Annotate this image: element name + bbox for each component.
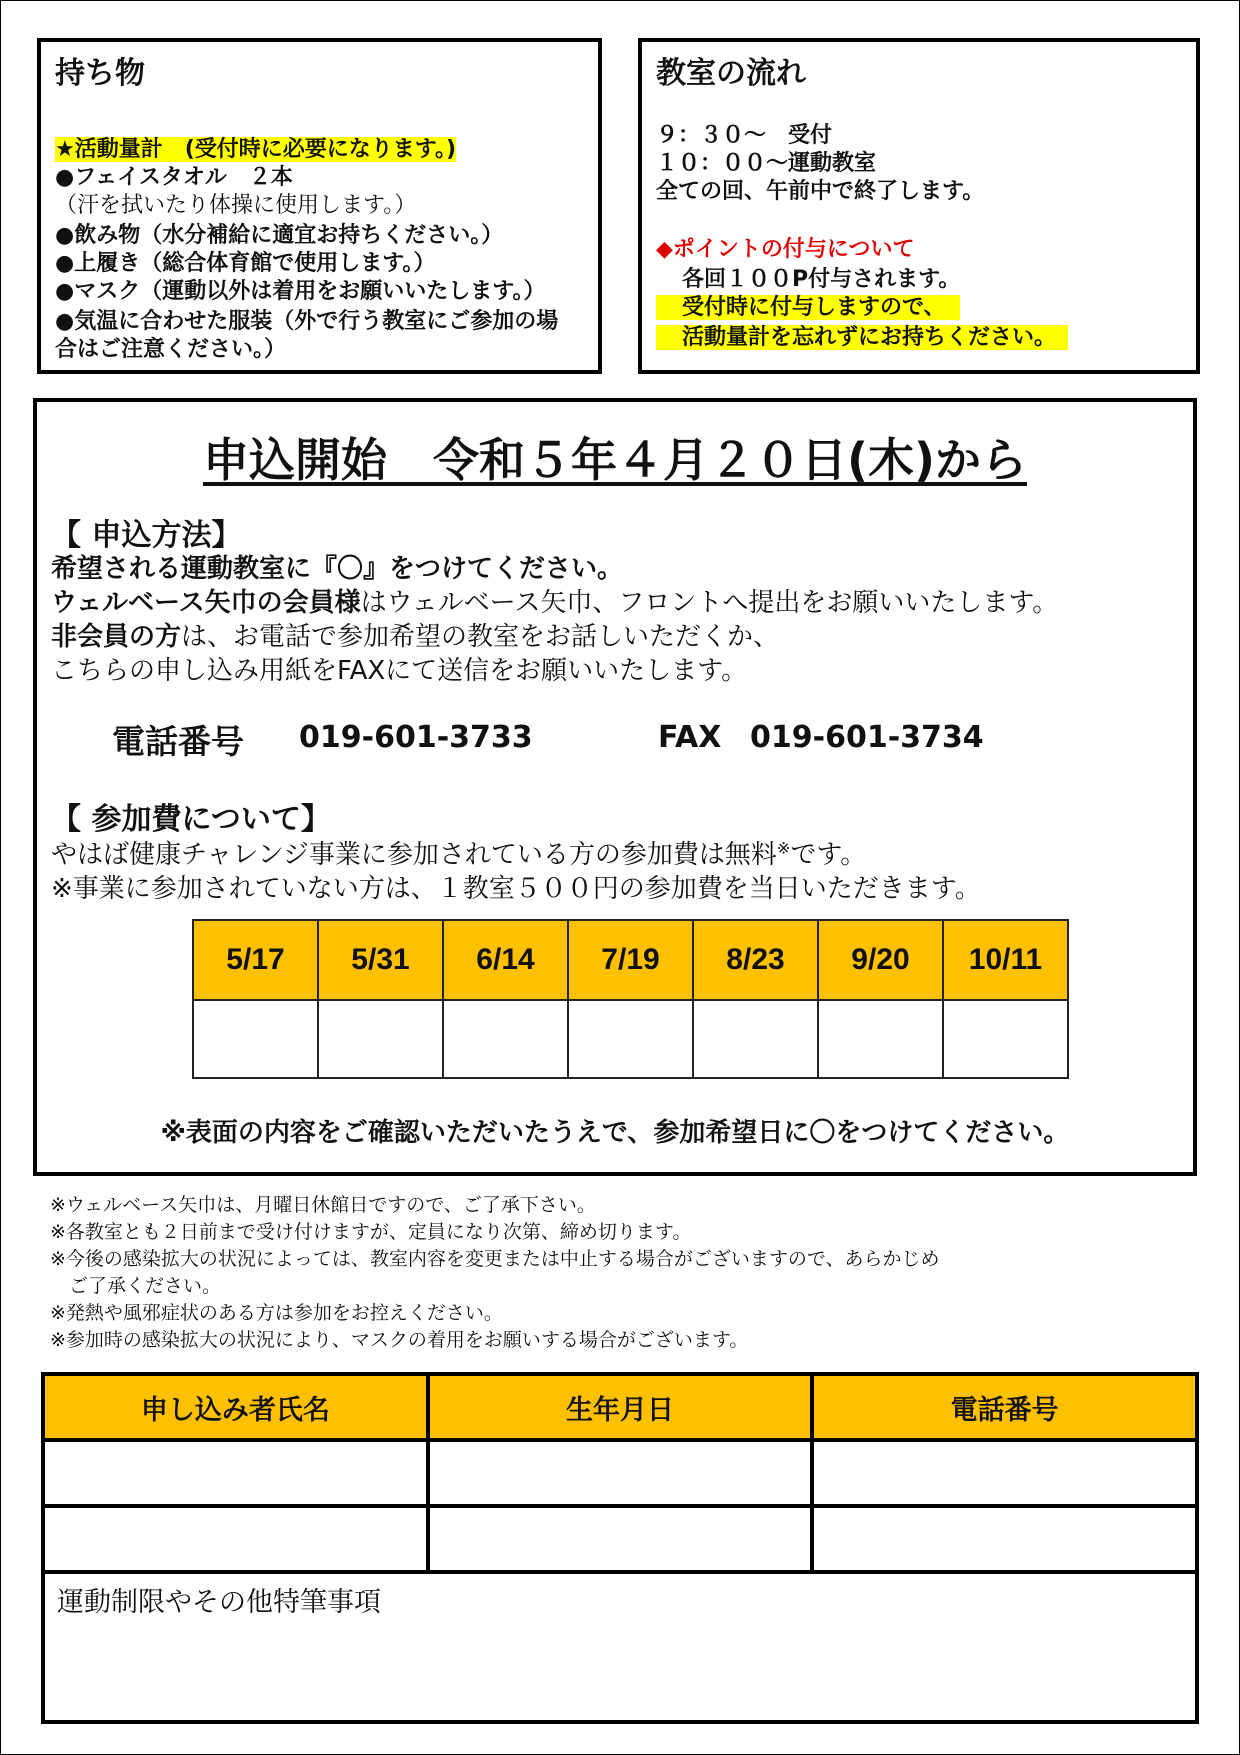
note-line: ※参加時の感染拡大の状況により、マスクの着用をお願いする場合がございます。 <box>50 1329 749 1351</box>
flow-line: １０：００～運動教室 <box>656 151 877 176</box>
points-line <box>656 320 1068 351</box>
date-mark-cell[interactable] <box>443 1000 568 1078</box>
class-flow-box <box>638 38 1200 374</box>
date-header-row <box>193 920 1068 1000</box>
flow-line: 全ての回、午前中で終了します。 <box>656 179 985 204</box>
remarks-field[interactable] <box>43 1572 1197 1722</box>
flow-line: ９：３０～ 受付 <box>656 123 833 148</box>
applicant-header-row <box>43 1374 1197 1440</box>
column-header-name: 申し込み者氏名 <box>43 1374 428 1440</box>
points-line: 各回１００P付与されます。 <box>682 267 961 292</box>
application-start-heading: 申込開始 令和５年４月２０日(木)から <box>202 433 1028 487</box>
name-field[interactable] <box>43 1440 428 1506</box>
method-title: 【 申込方法】 <box>51 518 242 553</box>
note-line: ご了承ください。 <box>50 1275 222 1297</box>
fee-mark: ※ <box>776 838 791 858</box>
belongings-item: ●上履き（総合体育館で使用します。） <box>55 251 436 276</box>
phone-field[interactable] <box>812 1440 1197 1506</box>
fax-number: 019-601-3734 <box>750 720 984 755</box>
date-cell: 8/23 <box>693 920 818 1000</box>
date-cell: 5/31 <box>318 920 443 1000</box>
method-line: 希望される運動教室に『〇』をつけてください。 <box>51 554 624 584</box>
belongings-item: （汗を拭いたり体操に使用します。） <box>55 193 417 218</box>
belongings-item: ●マスク（運動以外は着用をお願いいたします。） <box>55 279 546 304</box>
belongings-item: ●気温に合わせた服装（外で行う教室にご参加の場 <box>55 309 559 334</box>
date-mark-cell[interactable] <box>193 1000 318 1078</box>
date-cell: 7/19 <box>568 920 693 1000</box>
member-text: はウェルベース矢巾、フロントへ提出をお願いいたします。 <box>360 588 1059 618</box>
note-line: ※ウェルベース矢巾は、月曜日休館日ですので、ご了承下さい。 <box>50 1194 596 1216</box>
nonmember-line <box>51 616 779 653</box>
birthdate-field[interactable] <box>428 1440 813 1506</box>
date-cell: 6/14 <box>443 920 568 1000</box>
fax-label: FAX <box>658 720 722 755</box>
belongings-item: ●フェイスタオル ２本 <box>55 165 293 190</box>
date-mark-cell[interactable] <box>693 1000 818 1078</box>
flow-title: 教室の流れ <box>656 56 806 91</box>
date-cell: 10/11 <box>943 920 1068 1000</box>
date-mark-cell[interactable] <box>818 1000 943 1078</box>
note-line: ※今後の感染拡大の状況によっては、教室内容を変更または中止する場合がございますので、あらかじめ <box>50 1248 940 1270</box>
applicant-table <box>41 1372 1199 1724</box>
note-line: ※各教室とも２日前まで受け付けますが、定員になり次第、締め切ります。 <box>50 1221 692 1243</box>
name-field[interactable] <box>43 1506 428 1572</box>
nonmember-text: は、お電話で参加希望の教室をお話しいただくか、 <box>181 622 780 652</box>
date-mark-cell[interactable] <box>943 1000 1068 1078</box>
column-header-phone: 電話番号 <box>812 1374 1197 1440</box>
applicant-row <box>43 1506 1197 1572</box>
member-line <box>51 582 1058 619</box>
belongings-item: 合はご注意ください。） <box>55 337 287 362</box>
belongings-item <box>55 132 456 163</box>
application-box <box>33 398 1197 1176</box>
fax-line: こちらの申し込み用紙をFAXにて送信をお願いいたします。 <box>51 656 748 686</box>
fee-text-end: です。 <box>790 840 867 870</box>
phone-label: 電話番号 <box>112 722 244 761</box>
belongings-item: ●飲み物（水分補給に適宜お持ちください。） <box>55 223 504 248</box>
belongings-box <box>37 38 602 374</box>
fee-note: ※事業に参加されていない方は、１教室５００円の参加費を当日いただきます。 <box>51 874 981 904</box>
points-title: ◆ポイントの付与について <box>656 237 915 262</box>
phone-field[interactable] <box>812 1506 1197 1572</box>
date-mark-cell[interactable] <box>568 1000 693 1078</box>
phone-number: 019-601-3733 <box>299 720 533 755</box>
remarks-label: 運動制限やその他特筆事項 <box>57 1587 381 1618</box>
belongings-title: 持ち物 <box>55 56 145 91</box>
points-line-highlight: 活動量計を忘れずにお持ちください。 <box>656 325 1068 350</box>
confirm-note: ※表面の内容をご確認いただいたうえで、参加希望日に〇をつけてください。 <box>160 1118 1070 1148</box>
fee-text: やはば健康チャレンジ事業に参加されている方の参加費は無料 <box>51 840 777 870</box>
remarks-row <box>43 1572 1197 1722</box>
points-line <box>656 290 960 321</box>
note-line: ※発熱や風邪症状のある方は参加をお控えください。 <box>50 1302 503 1324</box>
fee-title: 【 参加費について】 <box>51 802 331 837</box>
points-line-highlight: 受付時に付与しますので、 <box>656 295 960 320</box>
date-mark-row <box>193 1000 1068 1078</box>
birthdate-field[interactable] <box>428 1506 813 1572</box>
date-cell: 5/17 <box>193 920 318 1000</box>
applicant-row <box>43 1440 1197 1506</box>
belongings-item-highlight: ★活動量計 (受付時に必要になります。) <box>55 137 457 162</box>
column-header-birthdate: 生年月日 <box>428 1374 813 1440</box>
date-cell: 9/20 <box>818 920 943 1000</box>
nonmember-label: 非会員の方 <box>51 622 182 652</box>
member-label: ウェルベース矢巾の会員様 <box>51 588 361 618</box>
date-selection-table <box>192 919 1069 1079</box>
fee-line <box>51 834 866 871</box>
date-mark-cell[interactable] <box>318 1000 443 1078</box>
